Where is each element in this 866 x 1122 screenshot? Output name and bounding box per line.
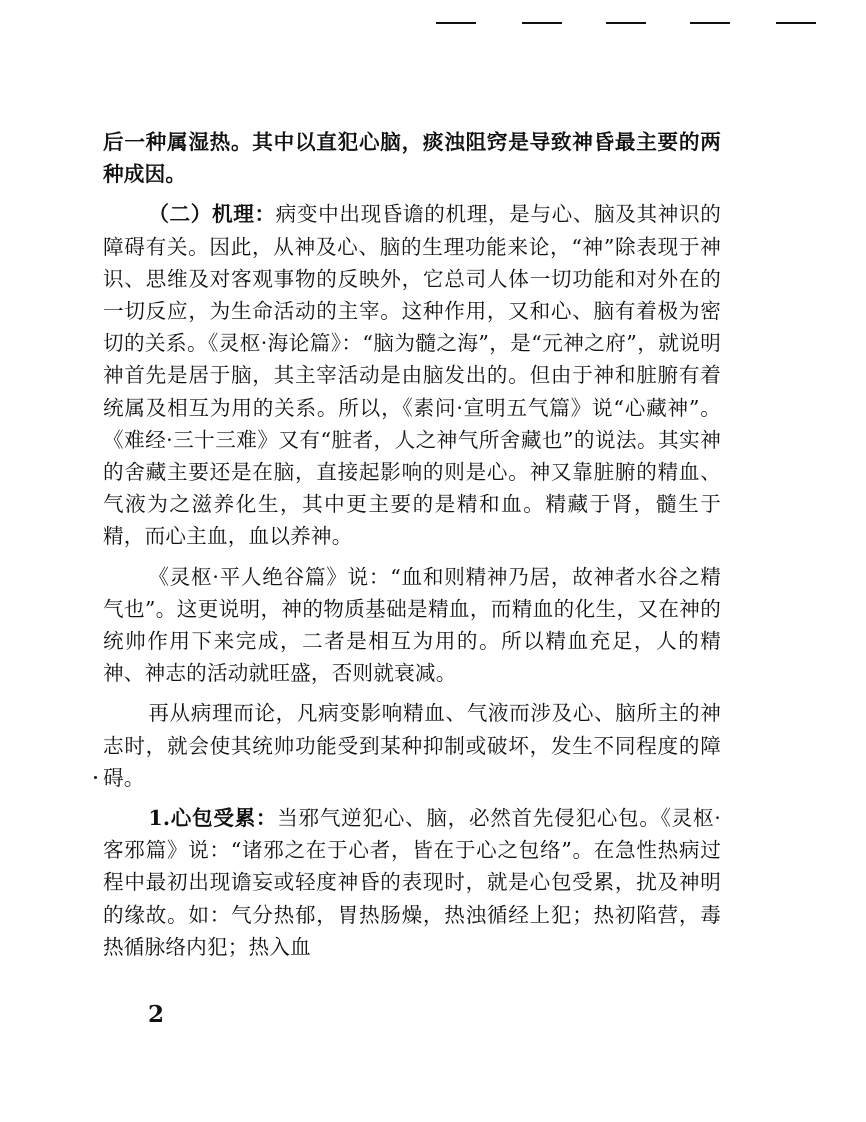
header-rule-5 <box>776 22 816 24</box>
page-number: 2 <box>148 1001 165 1028</box>
subheading-pericardium: 1.心包受累： <box>148 806 278 831</box>
paragraph-3 <box>103 561 721 690</box>
paragraph-1 <box>103 126 721 190</box>
header-rule-marks <box>432 22 862 28</box>
paragraph-1-text: 后一种属湿热。其中以直犯心脑，痰浊阻窍是导致神昏最主要的两种成因。 <box>103 130 721 187</box>
paragraph-5 <box>103 802 721 963</box>
header-rule-4 <box>690 22 730 24</box>
book-page <box>103 126 721 963</box>
header-rule-2 <box>522 22 562 24</box>
paragraph-5-text: 当邪气逆犯心、脑，必然首先侵犯心包。《灵枢·客邪篇》说：“诸邪之在于心者，皆在于心之包络”。在急性热病过程中最初出现谵妄或轻度神昏的表现时，就是心包受累，扰及神明的缘故。如：气分热郁，胃热肠燥，热浊循经上犯；热初陷营，毒热循脉络内犯；热入血 <box>103 806 721 959</box>
paragraph-4-text: 再从病理而论，凡病变影响精血、气液而涉及心、脑所主的神志时，就会使其统帅功能受到某种抑制或破坏，发生不同程度的障碍。 <box>103 701 721 790</box>
header-rule-3 <box>606 22 646 24</box>
header-rule-1 <box>436 22 476 24</box>
paragraph-2-text: 病变中出现昏谵的机理，是与心、脑及其神识的障碍有关。因此，从神及心、脑的生理功能来论，“神”除表现于神识、思维及对客观事物的反映外，它总司人体一切功能和对外在的一切反应，为生命活动的主宰。这种作用，又和心、脑有着极为密切的关系。《灵枢·海论篇》：“脑为髓之海”，是“元神之府”，就说明神首先是居于脑，其主宰活动是由脑发出的。但由于神和脏腑有着统属及相互为用的关系。所以，《素问·宣明五气篇》说“心藏神”。《难经·三十三难》又有“脏者，人之神气所舍藏也”的说法。其实神的舍藏主要还是在脑，直接起影响的则是心。神又靠脏腑的精血、气液为之滋养化生，其中更主要的是精和血。精藏于肾，髓生于精，而心主血，血以养神。 <box>103 202 721 549</box>
margin-mark <box>94 776 97 779</box>
paragraph-3-text: 《灵枢·平人绝谷篇》说：“血和则精神乃居，故神者水谷之精气也”。这更说明，神的物质基础是精血，而精血的化生，又在神的统帅作用下来完成，二者是相互为用的。所以精血充足，人的精神、神志的活动就旺盛，否则就衰减。 <box>103 564 721 686</box>
paragraph-2 <box>103 198 721 552</box>
paragraph-4 <box>103 697 721 794</box>
section-heading-mechanism: （二）机理： <box>148 202 276 227</box>
